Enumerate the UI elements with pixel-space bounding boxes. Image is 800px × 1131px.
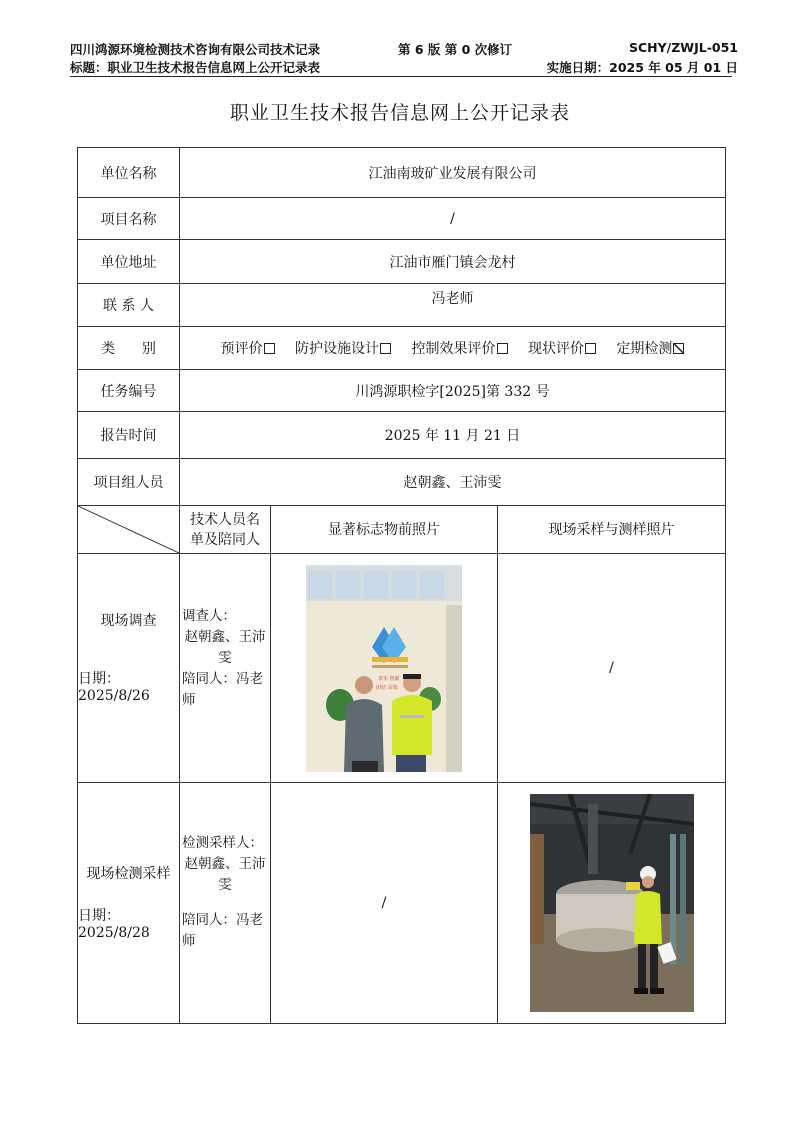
survey-date-label: 日期： (78, 671, 120, 687)
document-subject: 标题：职业卫生技术报告信息网上公开记录表 (70, 60, 321, 75)
page-title: 职业卫生技术报告信息网上公开记录表 (229, 102, 570, 124)
checkbox-icon (497, 343, 508, 354)
row-contact (78, 284, 726, 327)
sampling-date-label: 日期： (78, 908, 120, 924)
contact-label: 联 系 人 (78, 284, 180, 327)
version-info: 第 6 版 第 0 次修订 (398, 42, 513, 57)
survey-escort: 陪同人：冯老师 (182, 671, 263, 708)
sampling-photo-cell (498, 783, 726, 1024)
row-photo-header (78, 506, 726, 554)
svg-text:团结 高效: 团结 高效 (376, 684, 398, 691)
staff-column-header: 技术人员名单及陪同人 (180, 506, 271, 554)
sampling-photo (530, 794, 694, 1012)
task-number-value: 川鸿源职检字[2025]第 332 号 (180, 370, 726, 412)
landmark-photo-image (306, 565, 462, 772)
row-project-name (78, 198, 726, 240)
category-option-protection-design: 防护设施设计 (295, 341, 391, 357)
row-site-sampling (78, 783, 726, 1024)
team-value: 赵朝鑫、王沛雯 (180, 459, 726, 506)
survey-label: 现场调查 (100, 613, 157, 629)
survey-staff-cell (180, 554, 271, 783)
diagonal-header-cell (78, 506, 180, 554)
category-options (180, 327, 726, 370)
sampling-landmark-photo-cell: / (271, 783, 498, 1024)
report-time-value: 2025 年 11 月 21 日 (180, 412, 726, 459)
company-record-title: 四川鸿源环境检测技术咨询有限公司技术记录 (70, 42, 321, 57)
svg-text:求实 创新: 求实 创新 (378, 675, 400, 682)
sampling-staff-role: 检测采样人： (182, 835, 263, 851)
sampling-label-cell (78, 783, 180, 1024)
row-report-time (78, 412, 726, 459)
report-time-label: 报告时间 (78, 412, 180, 459)
unit-name-value: 江油南玻矿业发展有限公司 (180, 148, 726, 198)
header-rule (70, 76, 732, 77)
sampling-label: 现场检测采样 (86, 866, 171, 882)
sampling-photo-column-header: 现场采样与测样照片 (498, 506, 726, 554)
row-unit-name (78, 148, 726, 198)
checked-checkbox-icon (673, 343, 684, 354)
category-option-status-evaluation: 现状评价 (528, 341, 596, 357)
sampling-staff-cell (180, 783, 271, 1024)
checkbox-icon (264, 343, 275, 354)
diagonal-line (78, 506, 179, 553)
category-label: 类 别 (78, 327, 180, 370)
row-category (78, 327, 726, 370)
survey-staff-role: 调查人： (182, 608, 236, 624)
sampling-photo-image (530, 794, 694, 1012)
effective-date: 实施日期：2025 年 05 月 01 日 (546, 60, 738, 75)
contact-value: 冯老师 (180, 284, 726, 327)
header-line-2 (70, 58, 738, 76)
task-number-label: 任务编号 (78, 370, 180, 412)
survey-label-cell (78, 554, 180, 783)
sampling-date: 2025/8/28 (78, 925, 150, 941)
landmark-photo-column-header: 显著标志物前照片 (271, 506, 498, 554)
survey-staff-names: 赵朝鑫、王沛雯 (184, 629, 266, 666)
row-team (78, 459, 726, 506)
category-option-periodic-testing: 定期检测 (616, 341, 684, 357)
row-address (78, 240, 726, 284)
team-label: 项目组人员 (78, 459, 180, 506)
category-option-pre-evaluation: 预评价 (221, 341, 275, 357)
landmark-photo (306, 565, 462, 772)
checkbox-icon (585, 343, 596, 354)
project-name-label: 项目名称 (78, 198, 180, 240)
project-name-value: / (180, 198, 726, 240)
address-value: 江油市雁门镇会龙村 (180, 240, 726, 284)
survey-sampling-photo-cell: / (498, 554, 726, 783)
row-task-number (78, 370, 726, 412)
checkbox-icon (380, 343, 391, 354)
sampling-escort: 陪同人：冯老师 (182, 912, 263, 949)
record-table (77, 147, 726, 1024)
address-label: 单位地址 (78, 240, 180, 284)
category-option-control-effect: 控制效果评价 (412, 341, 508, 357)
survey-landmark-photo-cell (271, 554, 498, 783)
header-line-1 (70, 40, 738, 58)
document-code: SCHY/ZWJL-051 (628, 40, 738, 55)
sampling-staff-names: 赵朝鑫、王沛雯 (184, 856, 266, 893)
row-site-survey (78, 554, 726, 783)
unit-name-label: 单位名称 (78, 148, 180, 198)
survey-date: 2025/8/26 (78, 688, 150, 704)
